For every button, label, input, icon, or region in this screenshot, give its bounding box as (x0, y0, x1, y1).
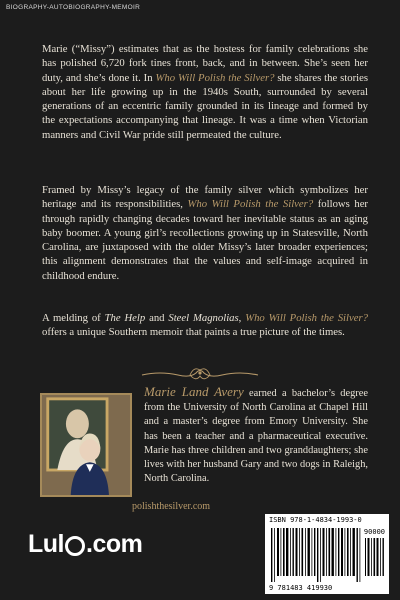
blurb-text: follows her through rapidly changing decades toward her inevitable status as an aging baby boomer. A young girl’s recollections growing up in Statesville, North Carolina, are juxtaposed with the older Missy’s later broader experiences; this alignment demonstrates that the values and self-image acquired in childhood endure. (42, 198, 368, 282)
book-title: Who Will Polish the Silver? (245, 312, 368, 324)
book-title: Who Will Polish the Silver? (187, 198, 314, 211)
logo-text: .com (86, 530, 143, 558)
blurb-text: , (238, 312, 246, 324)
comparison-title: The Help (104, 312, 146, 324)
price-code: 90000 (363, 528, 385, 536)
blurb-paragraph-1 (42, 42, 368, 142)
blurb-text: and (145, 312, 169, 324)
isbn-text: ISBN 978-1-4834-1993-0 (269, 516, 362, 524)
blurb-text: offers a unique Southern memoir that paints a true picture of the times. (42, 326, 345, 339)
blurb-paragraph-2 (42, 183, 368, 283)
blurb-text: she shares the stories about her life growing up in the 1940s South, surrounded by several generations of an eccentric family grounded in its lineage and formed by the expectations accompanying that lineage. It was a time when Victorian manners and Civil War pride still permeated the culture. (42, 71, 368, 141)
blurb-paragraph-3 (42, 311, 368, 340)
barcode (265, 514, 389, 594)
logo-u-icon (65, 536, 85, 556)
author-bio (144, 385, 368, 486)
genre-label: BIOGRAPHY-AUTOBIOGRAPHY-MEMOIR (6, 4, 141, 11)
barcode-bars-icon (265, 514, 389, 594)
ean-digits: 9 781483 419930 (269, 584, 333, 592)
lulu-logo (28, 530, 142, 559)
author-photo (40, 393, 132, 497)
comparison-title: Steel Magnolias (168, 312, 239, 324)
blurb-text: Marie (“Missy”) estimates that as the hostess for family celebrations she has polished 6,720 fork tines front, back, and in between. She’s seen her duty, and she’s done it. In (42, 43, 368, 84)
blurb-text: Framed by Missy’s legacy of the family silver which symbolizes her heritage and its responsibilities, (42, 184, 368, 211)
author-name: Marie Land Avery (144, 384, 244, 399)
blurb-text: A melding of (42, 312, 105, 324)
book-title: Who Will Polish the Silver? (155, 71, 275, 84)
website-link[interactable]: polishthesilver.com (132, 501, 211, 512)
logo-text: Lul (28, 530, 64, 558)
flourish-ornament-icon (140, 362, 260, 386)
bio-text: earned a bachelor’s degree from the University of North Carolina at Chapel Hill and a master’s degree from Emory University. She has been a teacher and a pharmaceutical executive. Marie has three children and two granddaughters; she lives with her husband Gary and two dogs in Raleigh, North Carolina. (144, 388, 368, 485)
